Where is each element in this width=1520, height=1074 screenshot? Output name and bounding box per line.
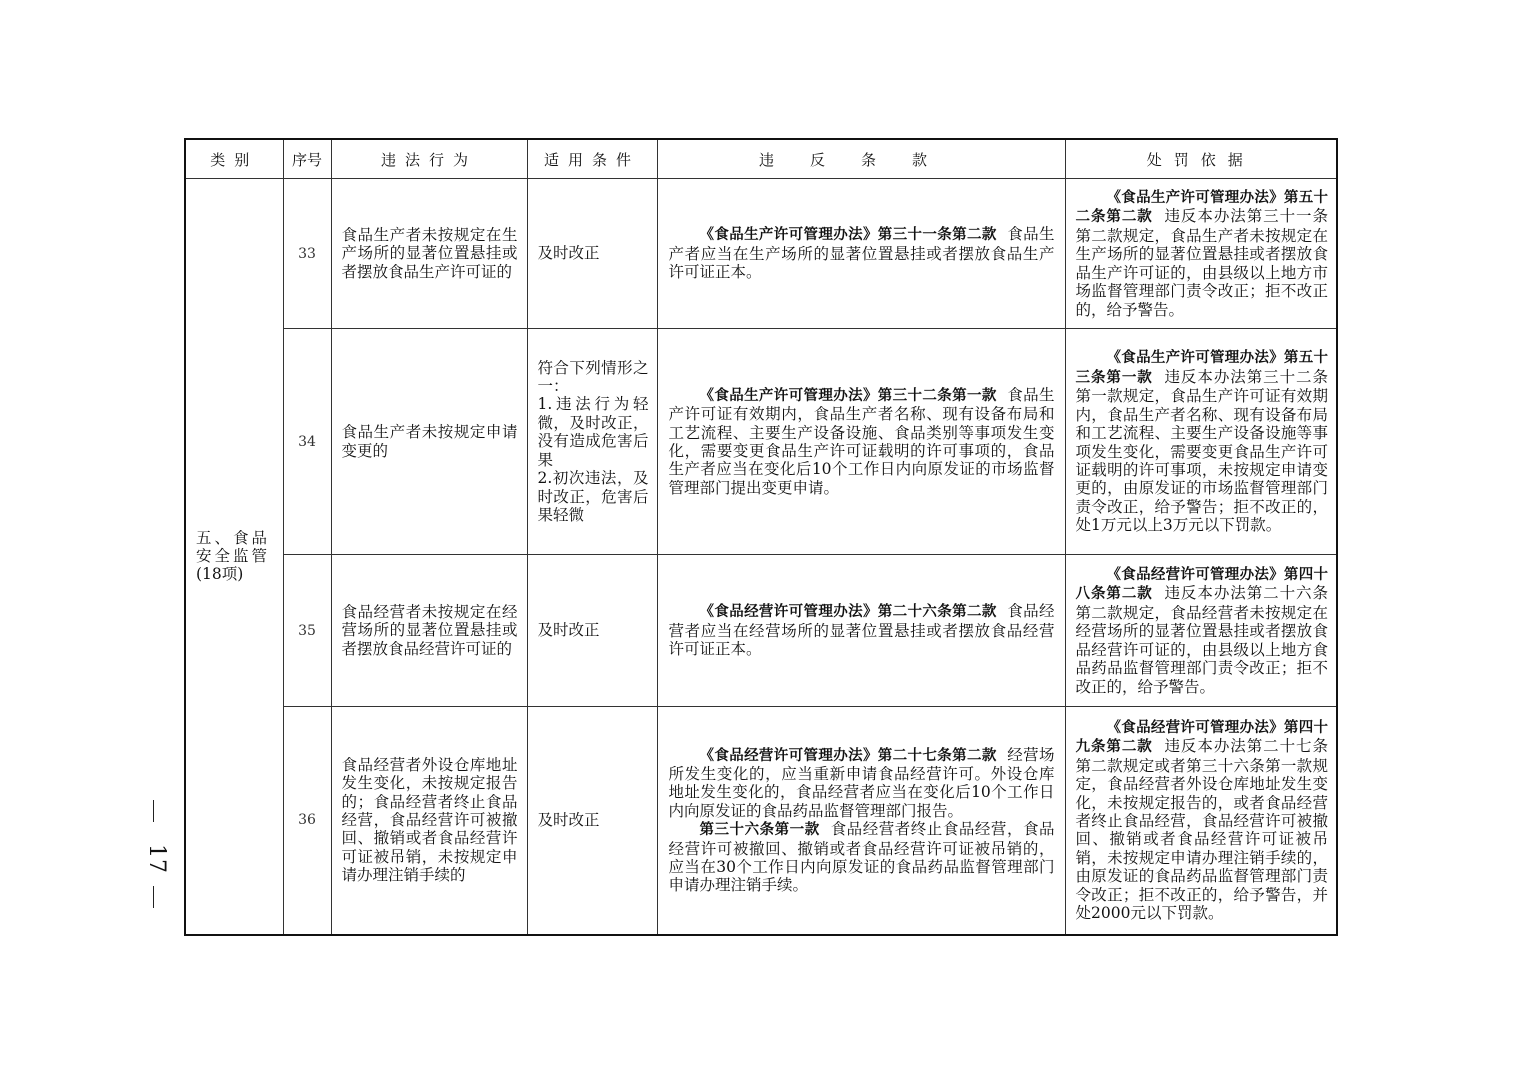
condition-item-2: 2.初次违法，及时改正，危害后果轻微 <box>537 469 649 524</box>
seq-cell: 35 <box>283 555 331 707</box>
clause-cell <box>657 179 1065 329</box>
clause-text: 食品经营者应当在经营场所的显著位置悬挂或者摆放食品经营许可证正本。 <box>668 602 1055 659</box>
basis-text: 违反本办法第二十七条第二款规定或者第三十六条第一款规定，食品经营者外设仓库地址发生变化，未按规定报告的，或者食品经营者终止食品经营，食品经营许可被撤回、撤销或者食品经营许可证被吊销，未按规定申请办理注销手续的，由原发证的食品药品监督管理部门责令改正；拒不改正的，给予警告，并处2000元以下罚款。 <box>1075 737 1328 923</box>
page-number-dash-bottom <box>153 886 154 908</box>
basis-bold: 《食品生产许可管理办法》第五十二条第二款 <box>1075 190 1328 226</box>
clause-cell <box>657 329 1065 555</box>
clause-bold-2: 第三十六条第一款 <box>699 822 820 839</box>
header-category: 类别 <box>185 139 283 179</box>
clause-bold: 《食品经营许可管理办法》第二十七条第二款 <box>699 747 997 764</box>
act-cell: 食品经营者未按规定在经营场所的显著位置悬挂或者摆放食品经营许可证的 <box>331 555 527 707</box>
category-line-2: 安全监管 <box>196 547 271 566</box>
header-condition: 适用条件 <box>527 139 657 179</box>
category-line-3: (18项) <box>196 565 244 584</box>
category-cell <box>185 179 283 935</box>
basis-cell <box>1065 179 1337 329</box>
basis-cell <box>1065 707 1337 935</box>
basis-cell <box>1065 329 1337 555</box>
clause-text: 经营场所发生变化的，应当重新申请食品经营许可。外设仓库地址发生变化的，食品经营者应当在变化后10个工作日内向原发证的食品药品监督管理部门报告。 <box>668 745 1055 820</box>
act-cell: 食品生产者未按规定申请变更的 <box>331 329 527 555</box>
condition-cell <box>527 329 657 555</box>
seq-cell: 36 <box>283 707 331 935</box>
basis-bold: 《食品经营许可管理办法》第四十九条第二款 <box>1075 720 1328 756</box>
basis-bold: 《食品经营许可管理办法》第四十八条第二款 <box>1075 567 1328 603</box>
category-line-1: 五、食品 <box>196 528 271 547</box>
basis-bold: 《食品生产许可管理办法》第五十三条第一款 <box>1075 350 1328 386</box>
condition-intro: 符合下列情形之一： <box>537 358 649 396</box>
header-clause: 违反条款 <box>657 139 1065 179</box>
condition-item-1: 1.违法行为轻微，及时改正，没有造成危害后果 <box>537 395 649 469</box>
clause-text: 食品生产许可证有效期内，食品生产者名称、现有设备布局和工艺流程、主要生产设备设施、食品类别等事项发生变化，需要变更食品生产许可证载明的许可事项的，食品生产者应当在变化后10个工作日内向原发证的市场监督管理部门提出变更申请。 <box>668 385 1055 497</box>
seq-cell: 34 <box>283 329 331 555</box>
condition-cell: 及时改正 <box>527 555 657 707</box>
act-cell: 食品经营者外设仓库地址发生变化，未按规定报告的；食品经营者终止食品经营，食品经营许可被撤回、撤销或者食品经营许可证被吊销，未按规定申请办理注销手续的 <box>331 707 527 935</box>
clause-cell <box>657 555 1065 707</box>
clause-cell <box>657 707 1065 935</box>
basis-text: 违反本办法第三十二条第一款规定，食品生产许可证有效期内，食品生产者名称、现有设备布局和工艺流程、主要生产设备设施等事项发生变化，需要变更食品生产许可证载明的许可事项，未按规定申请变更的，由原发证的市场监督管理部门责令改正，给予警告；拒不改正的，处1万元以上3万元以下罚款。 <box>1075 367 1328 535</box>
table-row <box>185 329 1337 555</box>
seq-cell: 33 <box>283 179 331 329</box>
clause-text: 食品生产者应当在生产场所的显著位置悬挂或者摆放食品生产许可证正本。 <box>668 225 1055 282</box>
basis-text: 违反本办法第三十一条第二款规定，食品生产者未按规定在生产场所的显著位置悬挂或者摆放食品生产许可证的，由县级以上地方市场监督管理部门责令改正；拒不改正的，给予警告。 <box>1075 207 1328 319</box>
clause-bold: 《食品生产许可管理办法》第三十二条第一款 <box>699 387 997 404</box>
page-number <box>140 800 170 910</box>
header-act: 违法行为 <box>331 139 527 179</box>
table-row <box>185 707 1337 935</box>
basis-cell <box>1065 555 1337 707</box>
condition-cell: 及时改正 <box>527 707 657 935</box>
header-seq: 序号 <box>283 139 331 179</box>
page-number-dash-top <box>153 800 154 822</box>
page-number-text: 17 <box>144 844 169 874</box>
basis-text: 违反本办法第二十六条第二款规定，食品经营者未按规定在经营场所的显著位置悬挂或者摆放食品经营许可证的，由县级以上地方食品药品监督管理部门责令改正；拒不改正的，给予警告。 <box>1075 584 1328 696</box>
clause-bold: 《食品生产许可管理办法》第三十一条第二款 <box>699 227 997 244</box>
clause-bold: 《食品经营许可管理办法》第二十六条第二款 <box>699 604 997 621</box>
header-basis: 处罚依据 <box>1065 139 1337 179</box>
penalty-table <box>184 138 1338 936</box>
clause-text-2: 食品经营者终止食品经营，食品经营许可被撤回、撤销或者食品经营许可证被吊销的，应当在30个工作日内向原发证的食品药品监督管理部门申请办理注销手续。 <box>668 820 1055 895</box>
act-cell: 食品生产者未按规定在生产场所的显著位置悬挂或者摆放食品生产许可证的 <box>331 179 527 329</box>
table-header-row <box>185 139 1337 179</box>
condition-cell: 及时改正 <box>527 179 657 329</box>
table-row <box>185 179 1337 329</box>
table-row <box>185 555 1337 707</box>
